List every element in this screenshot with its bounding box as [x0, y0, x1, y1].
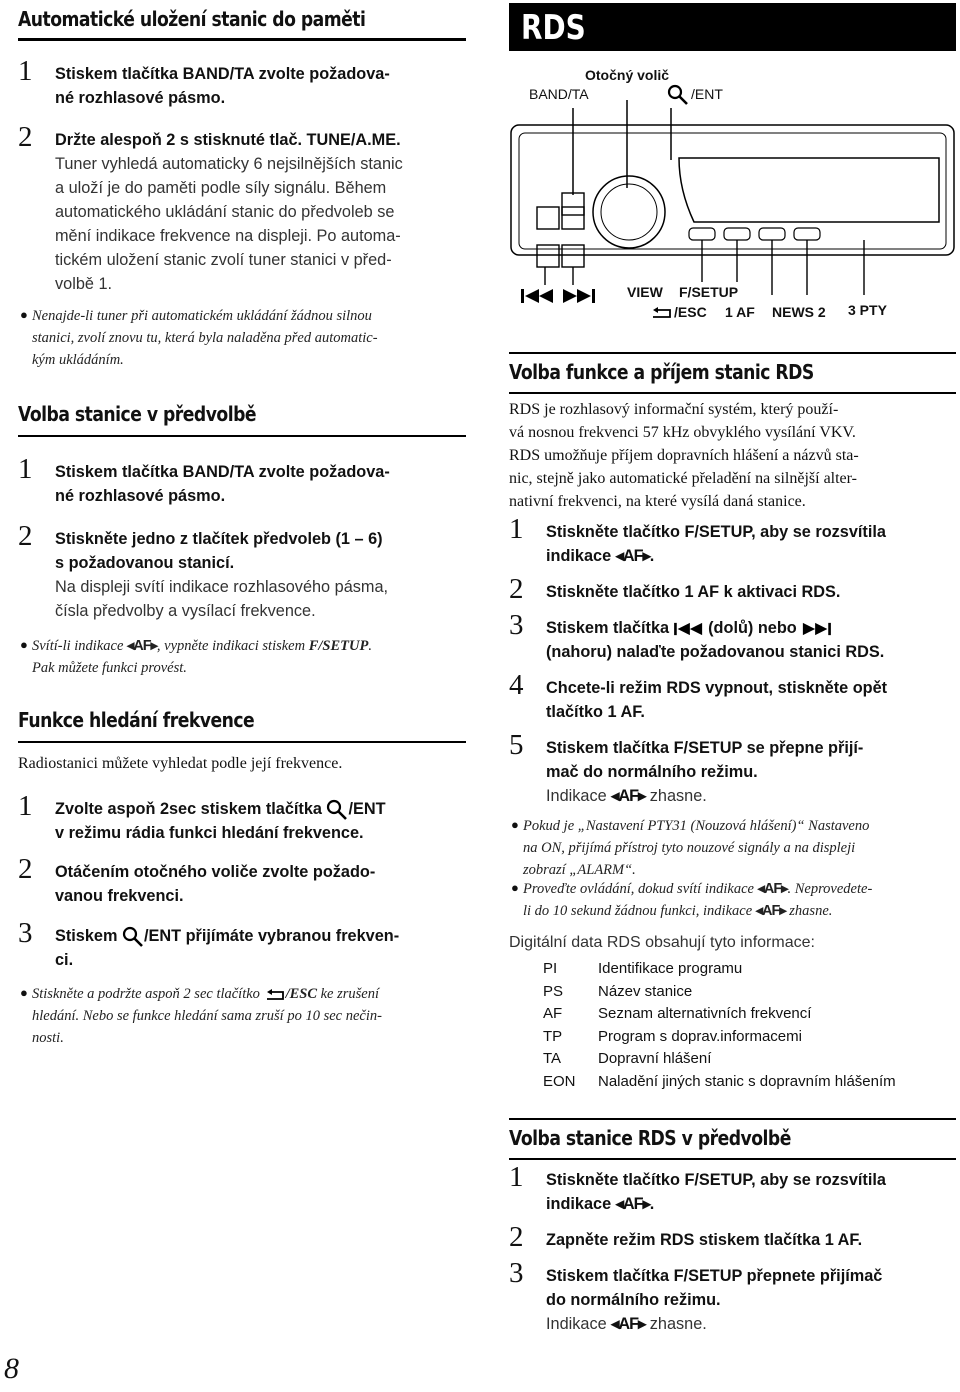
label-fsetup: F/SETUP: [679, 284, 739, 300]
return-arrow-icon: [264, 988, 286, 1002]
af-indicator-icon: ◂AF▸: [127, 638, 157, 654]
rds-key: PS: [543, 982, 564, 1000]
return-arrow-icon: [650, 306, 674, 320]
news-button: [794, 228, 820, 240]
section-rule: [509, 1158, 956, 1160]
rds-value: Dopravní hlášení: [598, 1050, 712, 1067]
unit-faceplate: [519, 133, 946, 249]
label-3-pty: 3 PTY: [848, 302, 887, 318]
label-news-2: NEWS 2: [772, 304, 826, 320]
preset-button: [562, 207, 584, 229]
display-window: [679, 158, 939, 222]
rds-key: EON: [543, 1072, 576, 1090]
af-indicator-icon: ◂AF▸: [615, 1195, 650, 1213]
bullet: ●: [20, 637, 28, 652]
step-number: 5: [509, 729, 524, 761]
unit-outline: [511, 125, 954, 255]
bullet: ●: [20, 985, 28, 1000]
rds-data-values: [598, 958, 896, 1093]
rds-value: Program s doprav.informacemi: [598, 1027, 802, 1045]
section-title-auto-memory: Automatické uložení stanic do paměti: [18, 7, 366, 31]
label-band-ta: BAND/TA: [529, 86, 589, 102]
fsetup-button: [724, 228, 750, 240]
step-number: 2: [18, 853, 33, 885]
rotary-knob: [593, 176, 665, 248]
step-number: 1: [509, 513, 524, 545]
step-number: 3: [18, 917, 33, 949]
rds-key: TA: [543, 1050, 562, 1067]
seek-up-icon: [561, 288, 595, 304]
intro-text: RDS je rozhlasový informační systém, který použí- vá nosnou frekvenci 57 kHz obvyklého vysílání VKV. RDS umožňuje příjem dopravních hlášení a názvů sta- nic, stejně jako automatické přeladění na silnější alter- nativní frekvenci, na které vysílá daná stanice.: [509, 401, 859, 510]
rds-key: TP: [543, 1027, 563, 1045]
rotary-knob-inner: [601, 184, 657, 240]
section-title-rds: Volba funkce a příjem stanic RDS: [509, 360, 814, 384]
head-unit-drawing: [509, 100, 956, 295]
af-indicator-icon: ◂AF▸: [755, 903, 786, 919]
step-number: 2: [509, 1221, 524, 1253]
label-ent: /ENT: [691, 86, 723, 102]
seek-up-icon: [801, 622, 831, 636]
seek-up-button: [562, 245, 584, 267]
seek-down-button: [537, 245, 559, 267]
bullet: ●: [511, 817, 519, 832]
step-number: 2: [509, 573, 524, 605]
step-number: 1: [18, 790, 33, 822]
section-rule: [18, 435, 466, 437]
rds-value: Identifikace programu: [598, 960, 743, 977]
label-1-af: 1 AF: [725, 304, 755, 320]
rds-value: Naladění jiných stanic s dopravním hlášením: [598, 1072, 896, 1090]
search-icon: [326, 799, 348, 821]
seek-down-icon: [521, 288, 555, 304]
section-rule: [18, 38, 466, 41]
rds-value: Název stanice: [598, 982, 693, 1000]
step-number: 2: [18, 520, 33, 552]
section-title-freq-search: Funkce hledání frekvence: [18, 708, 255, 732]
step-number: 2: [18, 121, 33, 153]
step-number: 1: [509, 1161, 524, 1193]
step-number: 4: [509, 669, 524, 701]
section-rule: [509, 392, 956, 394]
step-number: 3: [509, 1257, 524, 1289]
preset-button: [537, 207, 559, 229]
label-rotary-knob: Otočný volič: [585, 67, 670, 83]
rds-data-keys: [543, 958, 576, 1093]
rds-key: AF: [543, 1005, 563, 1022]
af-indicator-icon: ◂AF▸: [615, 547, 650, 565]
intro-text: Radiostanici můžete vyhledat podle její frekvence.: [18, 755, 343, 772]
step-number: 1: [18, 453, 33, 485]
section-rule: [18, 741, 466, 743]
seek-down-icon: [674, 622, 704, 636]
section-rule-top: [509, 352, 956, 354]
view-button: [689, 228, 715, 240]
af-indicator-icon: ◂AF▸: [611, 1315, 646, 1333]
af-indicator-icon: ◂AF▸: [611, 787, 646, 805]
rds-data-heading: Digitální data RDS obsahují tyto informace:: [509, 934, 815, 951]
section-title-preset: Volba stanice v předvolbě: [18, 402, 257, 426]
band-button: [562, 193, 584, 215]
rds-header-title: RDS: [521, 8, 586, 48]
section-rule-top: [509, 1118, 956, 1120]
bullet: ●: [511, 880, 519, 895]
af-indicator-icon: ◂AF▸: [757, 881, 788, 897]
page-number: 8: [4, 1352, 19, 1385]
device-diagram: [509, 60, 956, 330]
af-button: [759, 228, 785, 240]
step-number: 3: [509, 609, 524, 641]
section-title-rds-preset: Volba stanice RDS v předvolbě: [509, 1126, 791, 1150]
rds-key: PI: [543, 960, 558, 977]
label-view: VIEW: [627, 284, 663, 300]
search-icon: [122, 926, 144, 948]
label-esc: /ESC: [674, 304, 707, 320]
rds-value: Seznam alternativních frekvencí: [598, 1005, 812, 1022]
step-number: 1: [18, 55, 33, 87]
bullet: ●: [20, 307, 28, 322]
rds-header-bar: [509, 3, 956, 51]
